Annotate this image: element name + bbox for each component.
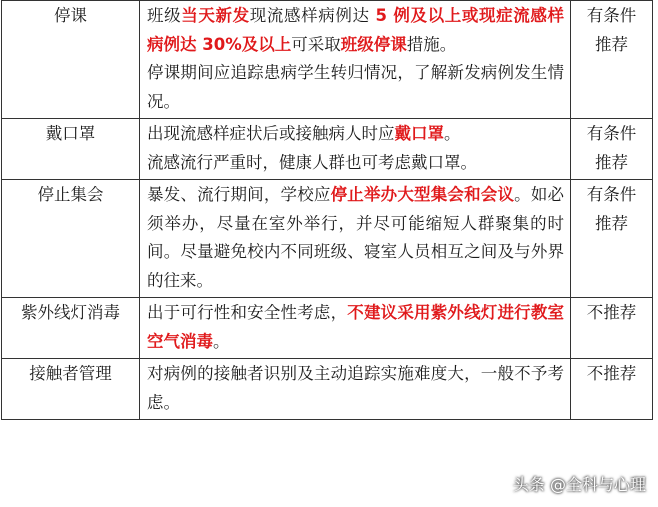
measure-name-cell: 紫外线灯消毒: [2, 298, 140, 359]
measure-description-cell: [140, 359, 571, 420]
measure-name-cell: 停课: [2, 1, 140, 119]
emphasis-text: 5 例及以上或现症流感样病例达 30%及以上: [147, 6, 565, 54]
recommendation-cell: [571, 180, 653, 298]
body-text: 停课期间应追踪患病学生转归情况，了解新发病例发生情况。: [147, 63, 564, 111]
recommendation-cell: [571, 359, 653, 420]
measures-table: [1, 0, 653, 420]
description-paragraph: [147, 360, 564, 417]
measure-name-cell: 戴口罩: [2, 119, 140, 180]
measure-description-cell: [140, 119, 571, 180]
description-paragraph: [147, 59, 564, 116]
body-text: 。: [444, 124, 461, 143]
watermark: 头条 @全科与心理: [512, 475, 646, 494]
recommendation-text: 推荐: [595, 152, 628, 172]
description-paragraph: [147, 149, 564, 178]
emphasis-text: 班级停课: [340, 34, 407, 54]
emphasis-text: 不建议采用紫外线灯进行教室空气消毒: [147, 303, 564, 351]
recommendation-cell: [571, 298, 653, 359]
description-paragraph: [147, 120, 564, 149]
description-paragraph: [147, 181, 564, 295]
body-text: 暴发、流行期间，学校应: [147, 185, 331, 204]
body-text: 。如必须举办，尽量在室外举行，并尽可能缩短人群聚集的时间。尽量避免校内不同班级、寝室人员相互之间及与外界的往来。: [147, 185, 564, 290]
recommendation-text: 有条件: [586, 124, 637, 143]
emphasis-text: 戴口罩: [394, 124, 444, 143]
emphasis-text: 停止举办大型集会和会议: [330, 185, 515, 204]
description-paragraph: [147, 2, 564, 59]
recommendation-cell: [571, 1, 653, 119]
measure-name-cell: 接触者管理: [2, 359, 140, 420]
body-text: 对病例的接触者识别及主动追踪实施难度大，一般不予考虑。: [147, 364, 564, 412]
recommendation-text: 有条件: [586, 6, 637, 25]
measure-description-cell: [140, 298, 571, 359]
measure-description-cell: [140, 1, 571, 119]
recommendation-cell: [571, 119, 653, 180]
table-row: [2, 1, 653, 119]
recommendation-text: 推荐: [595, 34, 628, 54]
body-text: 措施。: [406, 34, 457, 54]
recommendation-text: 不推荐: [586, 364, 637, 383]
measures-table-body: [2, 1, 653, 420]
body-text: 班级: [147, 6, 182, 25]
description-paragraph: [147, 299, 564, 356]
table-row: [2, 180, 653, 298]
recommendation-text: 不推荐: [586, 303, 637, 322]
body-text: 。: [213, 331, 230, 351]
body-text: 现流感样病例达: [249, 6, 376, 25]
body-text: 可采取: [291, 34, 341, 54]
body-text: 出于可行性和安全性考虑，: [147, 303, 348, 322]
table-row: [2, 359, 653, 420]
table-row: [2, 119, 653, 180]
recommendation-text: 推荐: [595, 213, 628, 233]
recommendation-text: 有条件: [586, 185, 637, 204]
emphasis-text: 当天新发: [181, 6, 250, 25]
body-text: 流感流行严重时，健康人群也可考虑戴口罩。: [147, 152, 477, 172]
table-row: [2, 298, 653, 359]
body-text: 出现流感样症状后或接触病人时应: [147, 124, 395, 143]
measure-name-cell: 停止集会: [2, 180, 140, 298]
measure-description-cell: [140, 180, 571, 298]
